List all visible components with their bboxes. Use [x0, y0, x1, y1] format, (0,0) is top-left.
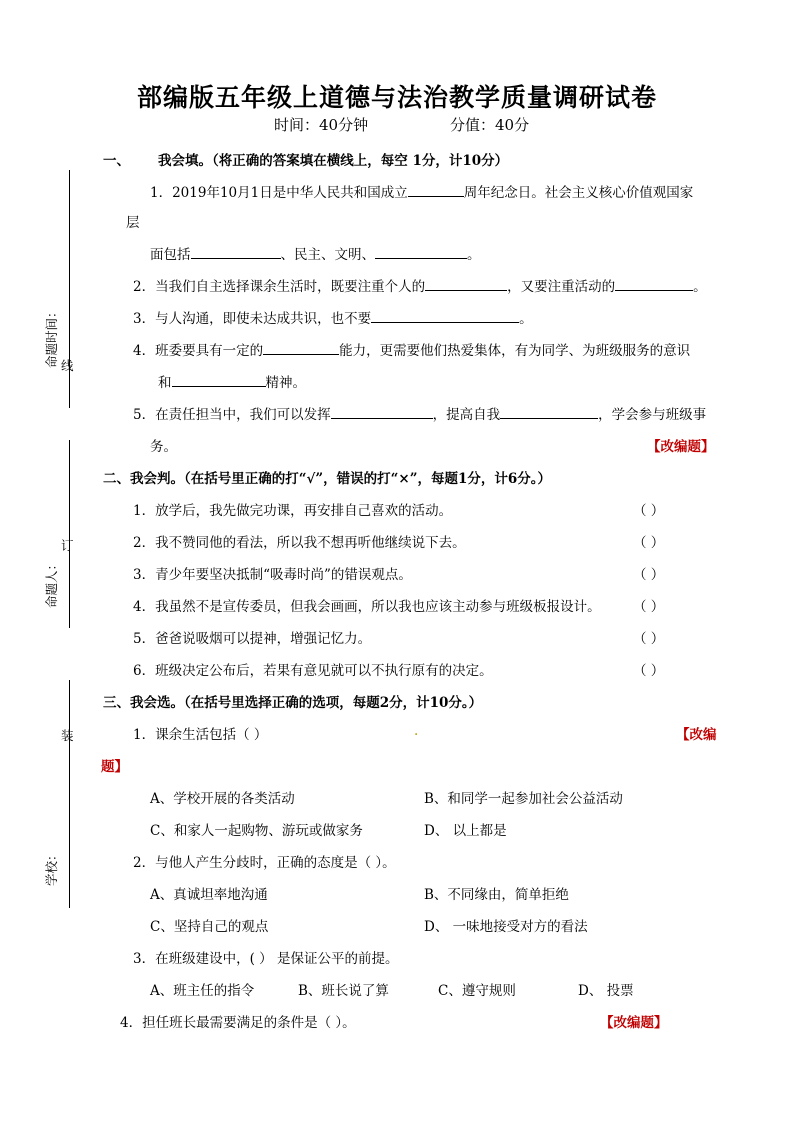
s2-item-5: 5．爸爸说吸烟可以提神，增强记忆力。: [133, 631, 372, 647]
s1-q5-line1: 5．在责任担当中，我们可以发挥 ，提高自我 ，学会参与班级事: [133, 403, 706, 423]
s2-answer-4[interactable]: （ ）: [633, 599, 665, 615]
s3-q2: 2．与他人产生分歧时，正确的态度是（ ）。: [133, 855, 396, 871]
s1-q3: 3．与人沟通，即使未达成共识，也不要 。: [133, 307, 533, 327]
s2-answer-1[interactable]: （ ）: [633, 503, 665, 519]
s1-edit-tag: 【改编题】: [647, 439, 715, 455]
s3-q1: 1．课余生活包括（ ）: [133, 727, 268, 743]
s3-q2-opt-d[interactable]: D、 一味地接受对方的看法: [424, 919, 588, 935]
s3-q3-opt-c[interactable]: C、遵守规则: [438, 983, 516, 999]
s1-q1-line1: 1．2019年10月1日是中华人民共和国成立 周年纪念日。社会主义核心价值观国家: [150, 181, 693, 201]
section1-number: 一、: [103, 153, 130, 169]
exam-score: 分值：40分: [450, 116, 530, 134]
s2-item-6: 6．班级决定公布后，若果有意见就可以不执行原有的决定。: [133, 663, 493, 679]
margin-school-label: 学校：: [44, 848, 59, 886]
s3-q4-tag: 【改编题】: [600, 1015, 668, 1031]
s2-item-3: 3．青少年要坚决抵制“吸毒时尚”的错误观点。: [133, 567, 412, 583]
s3-q1-opt-c[interactable]: C、和家人一起购物、游玩或做家务: [150, 823, 363, 839]
s3-q3-opt-d[interactable]: D、 投票: [578, 983, 634, 999]
s2-item-1: 1．放学后，我先做完功课，再安排自己喜欢的活动。: [133, 503, 453, 519]
s2-answer-5[interactable]: （ ）: [633, 631, 665, 647]
page-title: 部编版五年级上道德与法治教学质量调研试卷: [136, 83, 657, 112]
s3-q2-opt-a[interactable]: A、真诚坦率地沟通: [150, 887, 268, 903]
s1-q2: 2．当我们自主选择课余生活时，既要注重个人的 ，又要注重活动的 。: [133, 275, 707, 295]
s3-q1-opt-b[interactable]: B、和同学一起参加社会公益活动: [424, 791, 623, 807]
s1-q4-line1: 4．班委要具有一定的 能力，更需要他们热爱集体，有为同学、为班级服务的意识: [133, 339, 690, 359]
s3-q1-tag-b: 题】: [101, 759, 128, 775]
s2-answer-2[interactable]: （ ）: [633, 535, 665, 551]
s3-q3-opt-b[interactable]: B、班长说了算: [298, 983, 389, 999]
margin-author-label: 命题人：: [44, 557, 59, 608]
s1-q1-wrap: 层: [126, 215, 140, 231]
binding-char-order: 订: [61, 538, 74, 553]
margin-line-bottom: [69, 680, 70, 908]
section1-heading: 我会填。（将正确的答案填在横线上，每空 1分，计10分）: [158, 153, 509, 169]
margin-time-label: 命题时间：: [44, 305, 59, 368]
s2-answer-3[interactable]: （ ）: [633, 567, 665, 583]
s3-q3-opt-a[interactable]: A、班主任的指令: [150, 983, 255, 999]
s3-q1-opt-a[interactable]: A、学校开展的各类活动: [150, 791, 295, 807]
s3-q3: 3．在班级建设中，( ） 是保证公平的前提。: [133, 951, 399, 967]
binding-char-line: 线: [61, 358, 74, 373]
s1-q4-line2: 和 精神。: [158, 371, 306, 391]
s2-item-4: 4．我虽然不是宣传委员，但我会画画，所以我也应该主动参与班级板报设计。: [133, 599, 601, 615]
s3-q1-opt-d[interactable]: D、 以上都是: [424, 823, 507, 839]
s3-q2-opt-b[interactable]: B、不同缘由，简单拒绝: [424, 887, 569, 903]
s2-item-2: 2．我不赞同他的看法，所以我不想再听他继续说下去。: [133, 535, 466, 551]
margin-line-middle: [69, 440, 70, 628]
s3-q4: 4．担任班长最需要满足的条件是（ ）。: [120, 1015, 356, 1031]
exam-time: 时间：40分钟: [274, 116, 369, 134]
s1-q1-line2: 面包括 、民主、文明、 。: [150, 243, 481, 263]
s2-answer-6[interactable]: （ ）: [633, 663, 665, 679]
s3-q2-opt-c[interactable]: C、坚持自己的观点: [150, 919, 269, 935]
binding-char-bind: 装: [61, 728, 74, 743]
s1-q5-line2: 务。: [150, 439, 177, 455]
section2-heading: 二、我会判。（在括号里正确的打“√”，错误的打“×”，每题1分，计6分。）: [103, 471, 552, 487]
s3-q1-tag-a: 【改编: [676, 727, 717, 743]
section3-heading: 三、我会选。（在括号里选择正确的选项，每题2分，计10分。）: [103, 695, 483, 711]
s3-q1-dot: .: [414, 723, 419, 739]
